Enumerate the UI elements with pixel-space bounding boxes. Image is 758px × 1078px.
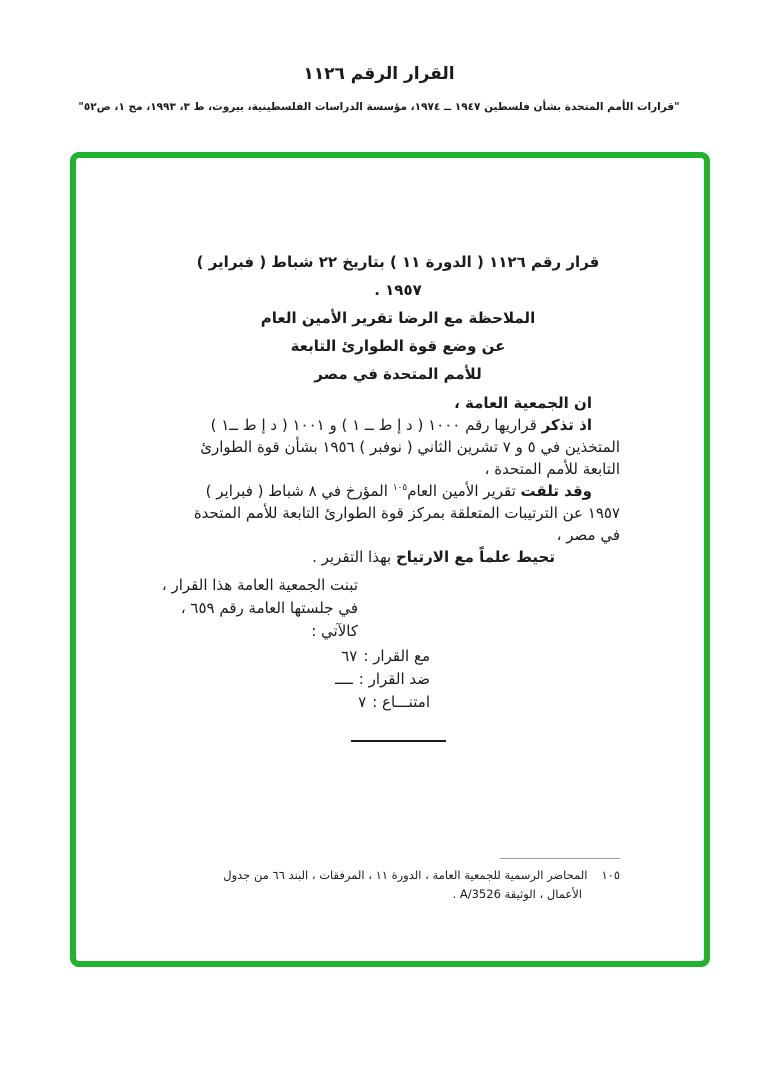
vote-sep: : [372,693,378,711]
footnote-separator-line [500,858,620,859]
resolution-subtitle-2: عن وضع قوة الطوارئ التابعة [290,337,506,355]
resolution-subtitle-1: الملاحظة مع الرضا تقرير الأمين العام [260,309,536,327]
footnote-line-2: الأعمال ، الوثيقة A/3526 . [452,887,582,901]
paragraph-received-line2: ١٩٥٧ عن الترتيبات المتعلقة بمركز قوة الطوارئ التابعة للأمم المتحدة [193,504,620,522]
vote-label-abstain: امتنـــاع [382,693,430,711]
source-citation: "قرارات الأمم المتحدة بشأن فلسطين ١٩٤٧ ــ ١٩٧٤، مؤسسة الدراسات الفلسطينية، بيروت، ط ٣، ١٩٩٣، مج ١، ص٥٢" [78,101,680,113]
vote-sep: : [358,670,364,688]
paragraph-recalling-line2: المتخذين في ٥ و ٧ تشرين الثاني ( نوفبر ) ١٩٥٦ بشأن قوة الطوارئ [200,438,620,456]
paragraph-takes-note [176,546,620,568]
footnote-block [192,858,620,904]
vote-row-for [176,645,430,668]
adoption-note [161,574,358,643]
lead-received: وقد تلقت [520,482,592,500]
paragraph-received-line1 [176,480,620,502]
adoption-line-2: في جلستها العامة رقم ٦٥٩ ، [180,599,358,617]
vote-value-for: ٦٧ [341,647,358,665]
page-title: القرار الرقم ١١٢٦ [303,64,455,84]
received-pre: تقرير الأمين العام [407,482,521,500]
adoption-line-3: كالآتي : [311,622,358,640]
resolution-subtitle-3: للأمم المتحدة في مصر [314,365,482,383]
paragraph-recalling-line1 [176,414,620,436]
paragraph-preamble: ان الجمعية العامة ، [454,394,592,412]
paragraph-received-line3: في مصر ، [556,526,620,544]
section-divider-line [351,740,446,742]
paragraph-recalling-line3: التابعة للأمم المتحدة ، [484,460,620,478]
footnote-line-1 [192,866,620,885]
lead-recalling: اذ تذكر [541,416,592,434]
recalling-rest: قراريها رقم ١٠٠٠ ( د إ ط ــ ١ ) و ١٠٠١ ( د إ ط ــ١ ) [210,416,542,434]
green-border-frame [70,152,710,967]
vote-label-against: ضد القرار [368,670,430,688]
received-post: المؤرخ في ٨ شباط ( فبراير ) [205,482,393,500]
vote-label-for: مع القرار [373,647,430,665]
adoption-line-1: تبنت الجمعية العامة هذا القرار ، [161,576,358,594]
lead-takes-note: تحيط علماً مع الارتياح [395,548,555,566]
vote-row-against [176,668,430,691]
footnote-reference-105: ١٠٥ [392,483,408,493]
vote-row-abstain [176,691,430,714]
resolution-title-line: قرار رقم ١١٢٦ ( الدورة ١١ ) بتاريخ ٢٢ شباط ( فبراير ) ١٩٥٧ . [196,253,600,299]
vote-value-abstain: ٧ [358,693,367,711]
footnote-number: ١٠٥ [601,868,620,882]
vote-tally [176,645,430,714]
vote-value-against: ــــ [335,670,353,688]
takes-note-rest: بهذا التقرير . [312,548,396,566]
scanned-document [76,158,704,961]
resolution-body [176,392,620,568]
footnote-text-1: المحاضر الرسمية للجمعية العامة ، الدورة ١١ ، المرفقات ، البند ٦٦ من جدول [223,868,588,882]
vote-sep: : [363,647,369,665]
